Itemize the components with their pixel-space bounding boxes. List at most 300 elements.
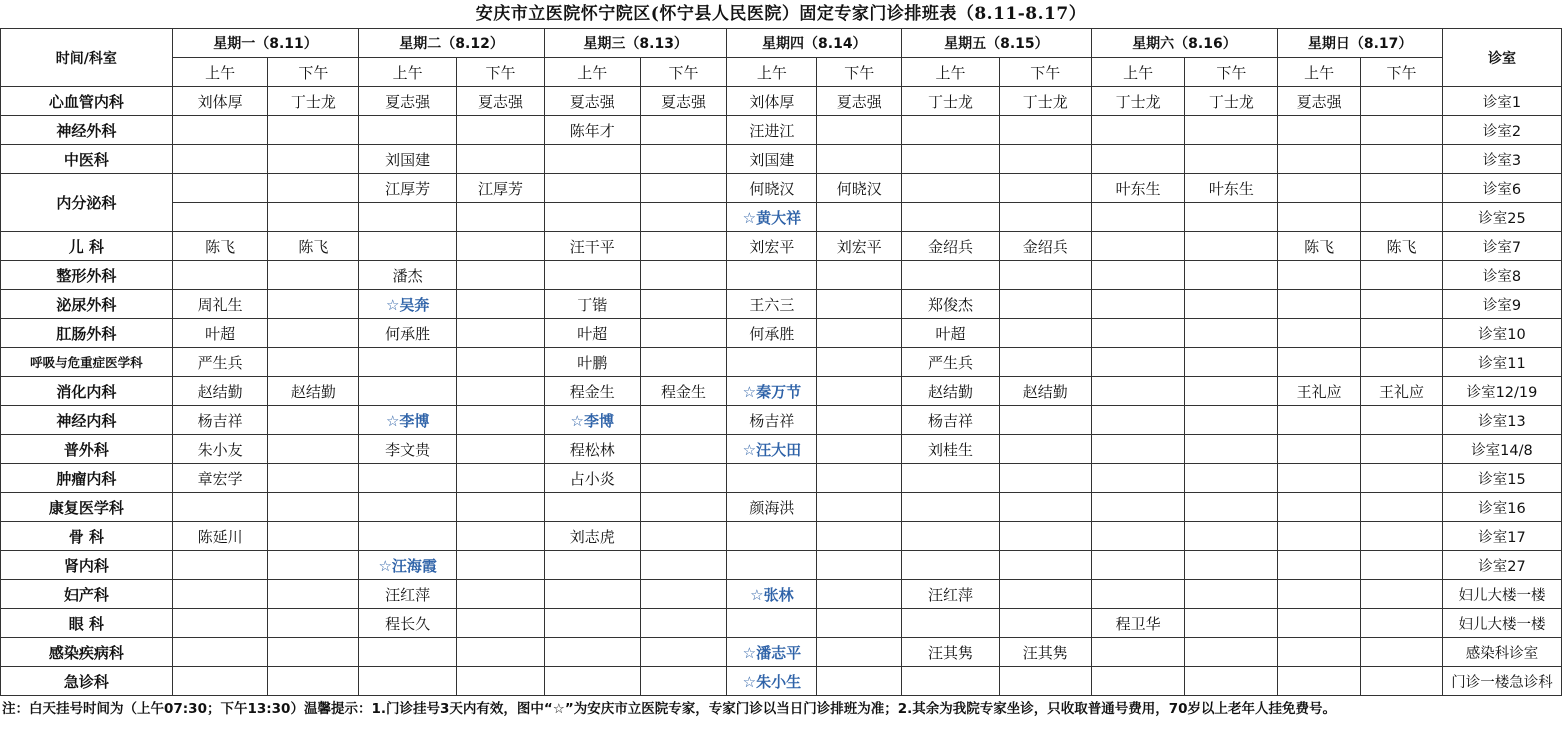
doctor-cell <box>457 435 545 464</box>
doctor-cell <box>1278 116 1361 145</box>
doctor-cell <box>640 493 727 522</box>
table-row <box>1 261 1562 290</box>
doctor-cell <box>268 348 359 377</box>
doctor-cell <box>902 667 1000 696</box>
doctor-cell <box>817 551 902 580</box>
doctor-cell <box>1361 464 1443 493</box>
doctor-cell <box>640 406 727 435</box>
doctor-cell <box>1091 203 1185 232</box>
doctor-cell <box>999 551 1091 580</box>
doctor-cell <box>457 261 545 290</box>
doctor-cell <box>457 522 545 551</box>
am-header: 上午 <box>1278 58 1361 87</box>
doctor-cell <box>817 145 902 174</box>
table-row <box>1 377 1562 406</box>
doctor-cell <box>1185 522 1278 551</box>
doctor-cell <box>457 667 545 696</box>
doctor-cell: 周礼生 <box>172 290 268 319</box>
doctor-cell <box>999 290 1091 319</box>
doctor-cell <box>817 580 902 609</box>
room-cell: 诊室9 <box>1442 290 1561 319</box>
doctor-cell <box>902 116 1000 145</box>
doctor-cell: 叶超 <box>172 319 268 348</box>
doctor-cell <box>1278 435 1361 464</box>
day-header: 星期日（8.17） <box>1278 29 1443 58</box>
doctor-cell: 金绍兵 <box>999 232 1091 261</box>
doctor-cell <box>817 290 902 319</box>
doctor-cell: 刘宏平 <box>817 232 902 261</box>
doctor-cell <box>457 348 545 377</box>
doctor-cell <box>172 580 268 609</box>
table-row <box>1 145 1562 174</box>
doctor-cell <box>1185 609 1278 638</box>
doctor-cell: 江厚芳 <box>457 174 545 203</box>
doctor-cell: 汪红萍 <box>359 580 457 609</box>
room-cell: 诊室25 <box>1442 203 1561 232</box>
doctor-cell <box>268 319 359 348</box>
doctor-cell <box>1361 638 1443 667</box>
doctor-cell <box>1091 319 1185 348</box>
doctor-cell <box>1091 261 1185 290</box>
am-header: 上午 <box>727 58 817 87</box>
table-row <box>1 203 1562 232</box>
doctor-cell <box>1185 406 1278 435</box>
doctor-cell <box>1278 580 1361 609</box>
day-header: 星期二（8.12） <box>359 29 545 58</box>
doctor-cell: 王六三 <box>727 290 817 319</box>
doctor-cell: 陈飞 <box>268 232 359 261</box>
doctor-cell <box>640 174 727 203</box>
doctor-cell <box>172 261 268 290</box>
doctor-cell: 夏志强 <box>457 87 545 116</box>
table-row <box>1 406 1562 435</box>
doctor-cell <box>1091 522 1185 551</box>
doctor-cell <box>1361 580 1443 609</box>
doctor-cell <box>640 261 727 290</box>
day-header: 星期四（8.14） <box>727 29 902 58</box>
doctor-cell <box>902 493 1000 522</box>
department-name: 泌尿外科 <box>1 290 173 319</box>
doctor-cell <box>1091 348 1185 377</box>
doctor-cell: 叶超 <box>902 319 1000 348</box>
doctor-cell <box>1185 116 1278 145</box>
doctor-cell: 汪干平 <box>544 232 640 261</box>
room-cell: 诊室3 <box>1442 145 1561 174</box>
doctor-cell <box>457 638 545 667</box>
doctor-cell <box>1361 174 1443 203</box>
doctor-cell <box>1091 406 1185 435</box>
doctor-cell <box>902 609 1000 638</box>
table-row <box>1 493 1562 522</box>
department-name: 妇产科 <box>1 580 173 609</box>
doctor-cell <box>1091 290 1185 319</box>
doctor-cell <box>1361 145 1443 174</box>
page-title: 安庆市立医院怀宁院区(怀宁县人民医院）固定专家门诊排班表（8.11-8.17） <box>475 4 1087 24</box>
doctor-cell: 汪其隽 <box>999 638 1091 667</box>
table-row <box>1 464 1562 493</box>
doctor-cell <box>359 638 457 667</box>
doctor-cell <box>1278 174 1361 203</box>
doctor-cell <box>1361 667 1443 696</box>
doctor-cell <box>817 116 902 145</box>
doctor-cell <box>817 261 902 290</box>
doctor-cell <box>172 203 268 232</box>
doctor-cell <box>457 145 545 174</box>
doctor-cell <box>727 522 817 551</box>
department-name: 急诊科 <box>1 667 173 696</box>
doctor-cell: 程长久 <box>359 609 457 638</box>
day-header: 星期一（8.11） <box>172 29 359 58</box>
doctor-cell: 杨吉祥 <box>902 406 1000 435</box>
doctor-cell <box>1361 87 1443 116</box>
doctor-cell <box>999 580 1091 609</box>
department-name: 内分泌科 <box>1 174 173 232</box>
doctor-cell: 何承胜 <box>359 319 457 348</box>
doctor-cell <box>1278 551 1361 580</box>
doctor-cell <box>640 667 727 696</box>
doctor-cell-citystar: ☆黄大祥 <box>727 203 817 232</box>
doctor-cell: 李文贵 <box>359 435 457 464</box>
department-name: 心血管内科 <box>1 87 173 116</box>
doctor-cell: 汪红萍 <box>902 580 1000 609</box>
doctor-cell-citystar: ☆李博 <box>544 406 640 435</box>
room-cell: 诊室2 <box>1442 116 1561 145</box>
doctor-cell: 程金生 <box>640 377 727 406</box>
room-header: 诊室 <box>1442 29 1561 87</box>
doctor-cell <box>1185 348 1278 377</box>
doctor-cell: 陈飞 <box>1361 232 1443 261</box>
day-header: 星期五（8.15） <box>902 29 1092 58</box>
doctor-cell <box>640 145 727 174</box>
pm-header: 下午 <box>999 58 1091 87</box>
doctor-cell <box>640 638 727 667</box>
doctor-cell <box>1185 580 1278 609</box>
doctor-cell: 金绍兵 <box>902 232 1000 261</box>
doctor-cell <box>268 580 359 609</box>
doctor-cell <box>457 290 545 319</box>
department-name: 神经内科 <box>1 406 173 435</box>
doctor-cell: 汪其隽 <box>902 638 1000 667</box>
room-cell: 诊室1 <box>1442 87 1561 116</box>
doctor-cell <box>544 667 640 696</box>
doctor-cell: 汪进江 <box>727 116 817 145</box>
room-cell: 诊室8 <box>1442 261 1561 290</box>
doctor-cell <box>172 551 268 580</box>
doctor-cell: 丁士龙 <box>999 87 1091 116</box>
table-row <box>1 522 1562 551</box>
doctor-cell <box>817 203 902 232</box>
doctor-cell: 丁锴 <box>544 290 640 319</box>
corner-header: 时间/科室 <box>1 29 173 87</box>
am-header: 上午 <box>359 58 457 87</box>
table-row <box>1 609 1562 638</box>
doctor-cell <box>817 377 902 406</box>
doctor-cell <box>999 464 1091 493</box>
doctor-cell <box>727 609 817 638</box>
doctor-cell: 夏志强 <box>817 87 902 116</box>
department-name: 普外科 <box>1 435 173 464</box>
room-cell: 诊室11 <box>1442 348 1561 377</box>
doctor-cell <box>999 667 1091 696</box>
doctor-cell: 章宏学 <box>172 464 268 493</box>
doctor-cell <box>817 638 902 667</box>
table-row <box>1 551 1562 580</box>
doctor-cell: 颜海洪 <box>727 493 817 522</box>
doctor-cell <box>902 203 1000 232</box>
doctor-cell: 赵结勤 <box>902 377 1000 406</box>
doctor-cell <box>1185 232 1278 261</box>
doctor-cell <box>1361 522 1443 551</box>
doctor-cell <box>457 551 545 580</box>
doctor-cell <box>359 522 457 551</box>
doctor-cell: 占小炎 <box>544 464 640 493</box>
doctor-cell <box>268 261 359 290</box>
doctor-cell <box>640 464 727 493</box>
doctor-cell: 叶超 <box>544 319 640 348</box>
doctor-cell <box>727 464 817 493</box>
doctor-cell: 程卫华 <box>1091 609 1185 638</box>
doctor-cell <box>817 493 902 522</box>
doctor-cell <box>544 174 640 203</box>
doctor-cell <box>268 522 359 551</box>
doctor-cell: 叶鹏 <box>544 348 640 377</box>
room-cell: 妇儿大楼一楼 <box>1442 580 1561 609</box>
doctor-cell <box>1361 290 1443 319</box>
doctor-cell <box>544 580 640 609</box>
doctor-cell: 陈飞 <box>172 232 268 261</box>
room-cell: 诊室12/19 <box>1442 377 1561 406</box>
doctor-cell: 丁士龙 <box>268 87 359 116</box>
doctor-cell <box>1278 203 1361 232</box>
doctor-cell <box>268 667 359 696</box>
doctor-cell <box>902 522 1000 551</box>
doctor-cell <box>1091 551 1185 580</box>
department-name: 感染疾病科 <box>1 638 173 667</box>
department-name: 神经外科 <box>1 116 173 145</box>
am-header: 上午 <box>172 58 268 87</box>
department-name: 肛肠外科 <box>1 319 173 348</box>
doctor-cell <box>1185 435 1278 464</box>
doctor-cell: 赵结勤 <box>172 377 268 406</box>
doctor-cell <box>268 290 359 319</box>
doctor-cell <box>640 319 727 348</box>
table-row <box>1 348 1562 377</box>
pm-header: 下午 <box>457 58 545 87</box>
doctor-cell <box>999 609 1091 638</box>
doctor-cell: 王礼应 <box>1278 377 1361 406</box>
doctor-cell <box>1091 638 1185 667</box>
doctor-cell <box>999 406 1091 435</box>
doctor-cell <box>172 116 268 145</box>
doctor-cell: 夏志强 <box>544 87 640 116</box>
table-row <box>1 116 1562 145</box>
doctor-cell: 严生兵 <box>902 348 1000 377</box>
doctor-cell <box>1185 464 1278 493</box>
department-name: 整形外科 <box>1 261 173 290</box>
doctor-cell <box>727 348 817 377</box>
doctor-cell: 陈飞 <box>1278 232 1361 261</box>
table-row <box>1 290 1562 319</box>
doctor-cell <box>902 551 1000 580</box>
doctor-cell <box>268 551 359 580</box>
doctor-cell <box>1091 232 1185 261</box>
doctor-cell <box>1278 667 1361 696</box>
doctor-cell <box>999 116 1091 145</box>
doctor-cell: 程金生 <box>544 377 640 406</box>
doctor-cell <box>727 551 817 580</box>
doctor-cell <box>1361 203 1443 232</box>
doctor-cell <box>1091 493 1185 522</box>
doctor-cell <box>1278 406 1361 435</box>
doctor-cell: 赵结勤 <box>268 377 359 406</box>
doctor-cell <box>640 290 727 319</box>
doctor-cell <box>817 348 902 377</box>
doctor-cell: 陈年才 <box>544 116 640 145</box>
day-header: 星期三（8.13） <box>544 29 727 58</box>
doctor-cell <box>817 406 902 435</box>
doctor-cell-citystar: ☆汪海霞 <box>359 551 457 580</box>
doctor-cell: 刘国建 <box>727 145 817 174</box>
doctor-cell <box>268 493 359 522</box>
doctor-cell <box>359 232 457 261</box>
doctor-cell <box>1091 377 1185 406</box>
doctor-cell: 夏志强 <box>1278 87 1361 116</box>
doctor-cell <box>172 609 268 638</box>
doctor-cell: 丁士龙 <box>1091 87 1185 116</box>
pm-header: 下午 <box>817 58 902 87</box>
doctor-cell-citystar: ☆汪大田 <box>727 435 817 464</box>
doctor-cell <box>1091 464 1185 493</box>
doctor-cell <box>544 145 640 174</box>
doctor-cell <box>640 232 727 261</box>
doctor-cell <box>1278 348 1361 377</box>
doctor-cell <box>817 667 902 696</box>
doctor-cell-citystar: ☆张林 <box>727 580 817 609</box>
doctor-cell <box>640 551 727 580</box>
department-name: 儿 科 <box>1 232 173 261</box>
doctor-cell: 程松林 <box>544 435 640 464</box>
table-row <box>1 87 1562 116</box>
doctor-cell-citystar: ☆吴奔 <box>359 290 457 319</box>
doctor-cell: 叶东生 <box>1185 174 1278 203</box>
doctor-cell: 丁士龙 <box>902 87 1000 116</box>
doctor-cell <box>999 203 1091 232</box>
day-header: 星期六（8.16） <box>1091 29 1278 58</box>
pm-header: 下午 <box>268 58 359 87</box>
doctor-cell-citystar: ☆秦万节 <box>727 377 817 406</box>
pm-header: 下午 <box>1185 58 1278 87</box>
doctor-cell: 丁士龙 <box>1185 87 1278 116</box>
doctor-cell <box>1091 435 1185 464</box>
doctor-cell <box>817 435 902 464</box>
doctor-cell <box>1278 522 1361 551</box>
doctor-cell: 夏志强 <box>640 87 727 116</box>
doctor-cell <box>640 348 727 377</box>
doctor-cell <box>999 493 1091 522</box>
doctor-cell <box>457 116 545 145</box>
doctor-cell <box>640 609 727 638</box>
doctor-cell: 刘国建 <box>359 145 457 174</box>
doctor-cell: 何承胜 <box>727 319 817 348</box>
doctor-cell <box>1185 377 1278 406</box>
pm-header: 下午 <box>1361 58 1443 87</box>
doctor-cell <box>172 145 268 174</box>
doctor-cell <box>457 406 545 435</box>
table-row <box>1 638 1562 667</box>
doctor-cell <box>999 435 1091 464</box>
doctor-cell: 刘志虎 <box>544 522 640 551</box>
doctor-cell <box>999 522 1091 551</box>
doctor-cell: 何晓汉 <box>727 174 817 203</box>
doctor-cell <box>457 609 545 638</box>
doctor-cell-citystar: ☆李博 <box>359 406 457 435</box>
doctor-cell: 杨吉祥 <box>727 406 817 435</box>
doctor-cell <box>1278 319 1361 348</box>
doctor-cell <box>268 435 359 464</box>
doctor-cell <box>172 638 268 667</box>
doctor-cell <box>1185 145 1278 174</box>
room-cell: 诊室15 <box>1442 464 1561 493</box>
footnote: 注：白天挂号时间为（上午07:30；下午13:30）温馨提示：1.门诊挂号3天内有效，图中“☆”为安庆市立医院专家，专家门诊以当日门诊排班为准；2.其余为我院专家坐诊，只收取普通号费用，70岁以上老年人挂免费号。 <box>2 701 1337 717</box>
doctor-cell <box>1278 493 1361 522</box>
doctor-cell: 刘体厚 <box>727 87 817 116</box>
doctor-cell <box>172 174 268 203</box>
doctor-cell: 陈延川 <box>172 522 268 551</box>
doctor-cell-citystar: ☆潘志平 <box>727 638 817 667</box>
doctor-cell <box>457 377 545 406</box>
doctor-cell <box>1278 464 1361 493</box>
doctor-cell: 刘宏平 <box>727 232 817 261</box>
room-cell: 诊室13 <box>1442 406 1561 435</box>
doctor-cell <box>817 319 902 348</box>
doctor-cell <box>1278 290 1361 319</box>
doctor-cell <box>902 464 1000 493</box>
table-row <box>1 435 1562 464</box>
table-row <box>1 319 1562 348</box>
doctor-cell <box>1361 348 1443 377</box>
doctor-cell <box>1278 638 1361 667</box>
doctor-cell <box>1185 261 1278 290</box>
doctor-cell <box>457 203 545 232</box>
schedule-table <box>0 28 1562 696</box>
doctor-cell: 王礼应 <box>1361 377 1443 406</box>
department-name: 呼吸与危重症医学科 <box>1 348 173 377</box>
am-header: 上午 <box>544 58 640 87</box>
doctor-cell <box>1185 493 1278 522</box>
doctor-cell <box>359 493 457 522</box>
doctor-cell: 夏志强 <box>359 87 457 116</box>
doctor-cell <box>999 174 1091 203</box>
doctor-cell <box>1185 638 1278 667</box>
doctor-cell <box>1185 667 1278 696</box>
room-cell: 诊室16 <box>1442 493 1561 522</box>
doctor-cell <box>1278 261 1361 290</box>
doctor-cell <box>268 116 359 145</box>
doctor-cell <box>999 261 1091 290</box>
pm-header: 下午 <box>640 58 727 87</box>
doctor-cell <box>1185 551 1278 580</box>
doctor-cell <box>359 116 457 145</box>
doctor-cell <box>359 203 457 232</box>
header-row-halfday <box>1 58 1562 87</box>
doctor-cell <box>457 493 545 522</box>
doctor-cell <box>268 464 359 493</box>
doctor-cell <box>817 609 902 638</box>
room-cell: 诊室6 <box>1442 174 1561 203</box>
room-cell: 妇儿大楼一楼 <box>1442 609 1561 638</box>
doctor-cell: 赵结勤 <box>999 377 1091 406</box>
room-cell: 诊室17 <box>1442 522 1561 551</box>
